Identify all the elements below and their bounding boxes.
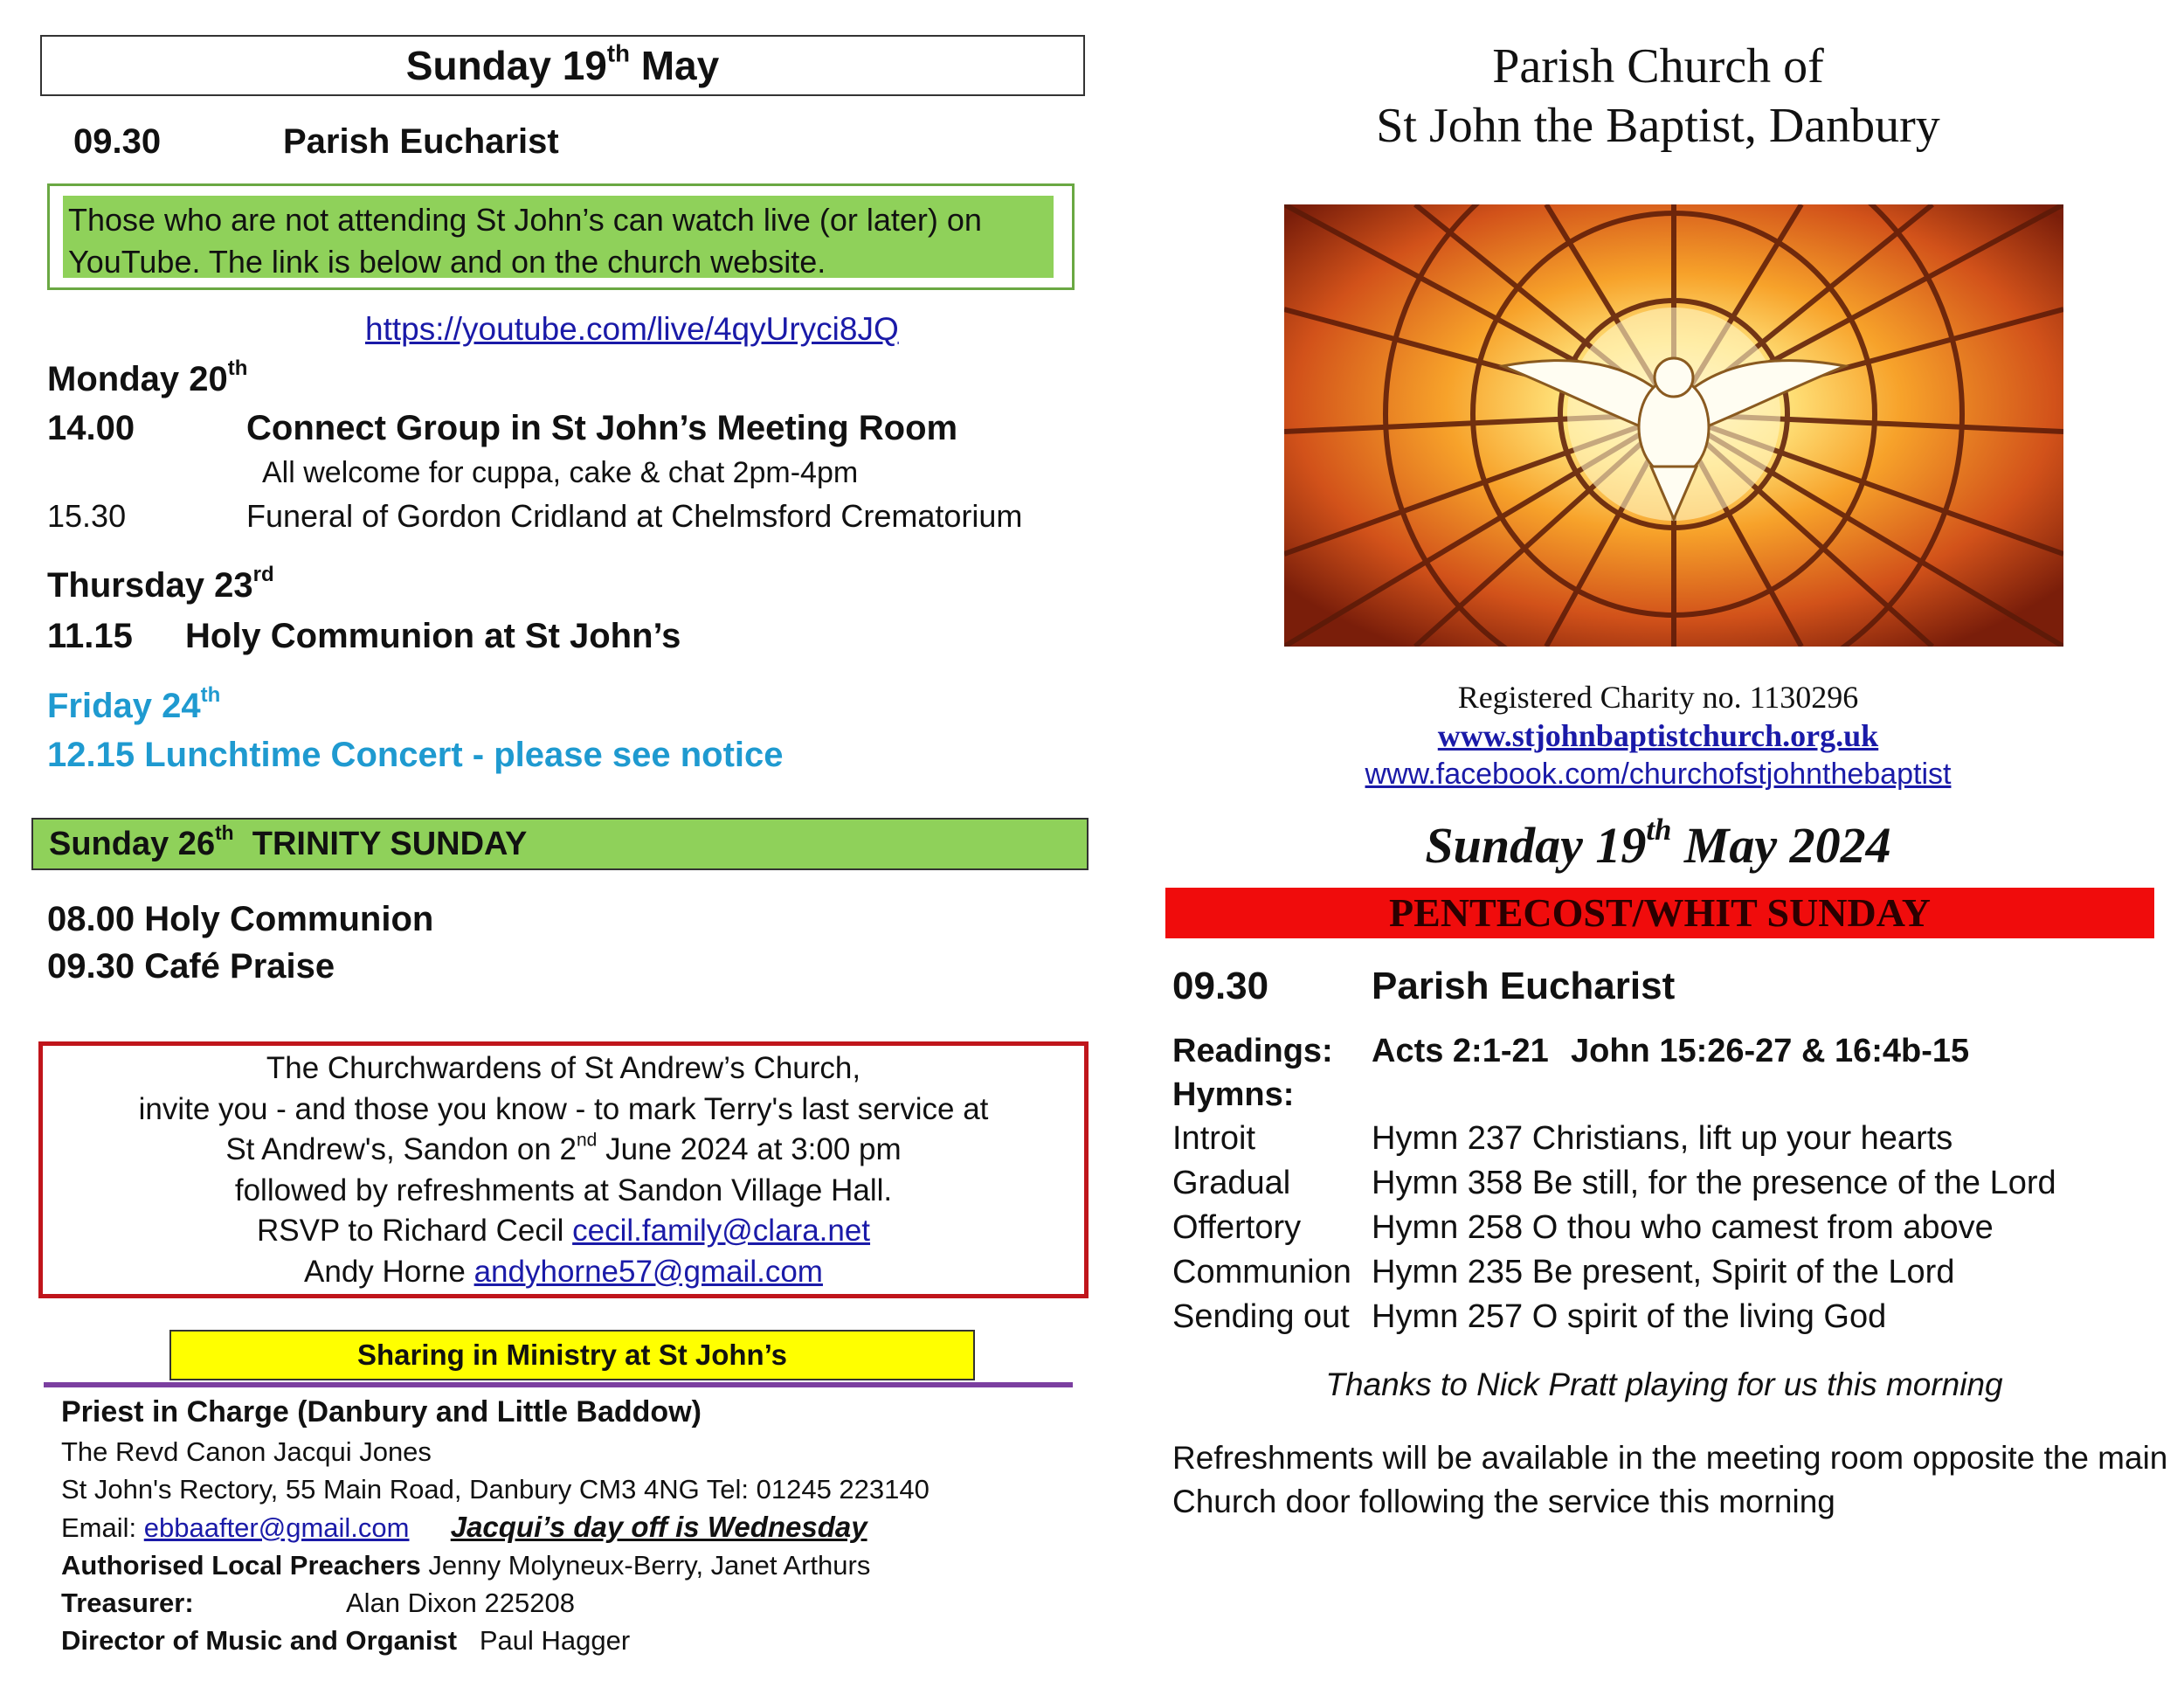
hymn-part: Introit — [1172, 1120, 1256, 1157]
dove-stained-glass-image — [1284, 204, 2063, 647]
friday-concert: 12.15 Lunchtime Concert - please see notice — [47, 736, 784, 774]
thanks-note: Thanks to Nick Pratt playing for us this morning — [1325, 1366, 2003, 1402]
service-time: 09.30 — [73, 122, 162, 161]
youtube-link[interactable]: https://youtube.com/live/4qyUryci8JQ — [365, 311, 899, 347]
website-link[interactable]: www.stjohnbaptistchurch.org.uk — [1437, 718, 1879, 753]
page-date-title: Sunday 19th May — [40, 35, 1085, 96]
trinity-sunday-banner: Sunday 26th TRINITY SUNDAY — [31, 818, 1089, 870]
trinity-service: 09.30 Café Praise — [47, 947, 335, 986]
event-time: 11.15 — [47, 617, 133, 655]
event-time: 15.30 — [47, 498, 127, 534]
event-title: Holy Communion at St John’s — [185, 617, 681, 655]
reading: John 15:26-27 & 16:4b-15 — [1571, 1033, 1970, 1069]
friday-heading: Friday 24th — [47, 683, 221, 725]
hymn-title: Hymn 358 Be still, for the presence of the Lord — [1372, 1165, 2056, 1201]
day-off-note: Jacqui’s day off is Wednesday — [450, 1511, 867, 1543]
readings-label: Readings: — [1172, 1033, 1333, 1069]
email-link[interactable]: andyhorne57@gmail.com — [473, 1254, 823, 1289]
rectory-address: St John's Rectory, 55 Main Road, Danbury CM3 4NG Tel: 01245 223140 — [61, 1474, 930, 1505]
hymn-part: Gradual — [1172, 1165, 1291, 1201]
priest-name: The Revd Canon Jacqui Jones — [61, 1436, 432, 1467]
email-row: Email: ebbaafter@gmail.com Jacqui’s day off is Wednesday — [61, 1511, 867, 1543]
hymn-title: Hymn 257 O spirit of the living God — [1372, 1298, 1887, 1335]
music-row: Director of Music and Organist Paul Hagger — [61, 1625, 631, 1656]
event-note: All welcome for cuppa, cake & chat 2pm-4pm — [262, 456, 859, 489]
charity-info — [1162, 678, 2154, 793]
service-time: 09.30 — [1172, 965, 1269, 1007]
monday-heading: Monday 20th — [47, 356, 248, 398]
event-time: 14.00 — [47, 409, 135, 447]
reading: Acts 2:1-21 — [1372, 1033, 1549, 1069]
service-date: Sunday 19th May 2024 — [1425, 812, 1891, 874]
youtube-notice: Those who are not attending St John’s can watch live (or later) on YouTube. The link is below and on the church website. — [63, 196, 1054, 278]
charity-number: Registered Charity no. 1130296 — [1457, 680, 1859, 715]
ministry-header: Sharing in Ministry at St John’s — [169, 1330, 975, 1380]
priest-label: Priest in Charge (Danbury and Little Baddow) — [61, 1395, 702, 1429]
hymns-label: Hymns: — [1172, 1076, 1295, 1113]
email-link[interactable]: cecil.family@clara.net — [572, 1214, 871, 1248]
service-name: Parish Eucharist — [283, 122, 559, 161]
occasion-banner: PENTECOST/WHIT SUNDAY — [1165, 888, 2154, 938]
hymn-part: Communion — [1172, 1254, 1351, 1290]
facebook-link[interactable]: www.facebook.com/churchofstjohnthebaptist — [1365, 758, 1952, 791]
service-name: Parish Eucharist — [1372, 965, 1676, 1007]
hymn-title: Hymn 237 Christians, lift up your hearts — [1372, 1120, 1953, 1157]
refreshments-note: Refreshments will be available in the meeting room opposite the main Church door following the service this morning — [1172, 1440, 2168, 1519]
event-title: Funeral of Gordon Cridland at Chelmsford Crematorium — [246, 498, 1023, 534]
thursday-heading: Thursday 23rd — [47, 563, 274, 605]
email-link[interactable]: ebbaafter@gmail.com — [143, 1512, 410, 1543]
hymn-title: Hymn 235 Be present, Spirit of the Lord — [1372, 1254, 1955, 1290]
hymn-part: Sending out — [1172, 1298, 1350, 1335]
church-name: Parish Church of St John the Baptist, Danbury — [1376, 39, 1940, 153]
hymn-part: Offertory — [1172, 1209, 1302, 1246]
treasurer-row: Treasurer: Alan Dixon 225208 — [61, 1588, 575, 1618]
trinity-service: 08.00 Holy Communion — [47, 900, 434, 938]
invitation-notice: The Churchwardens of St Andrew’s Church, invite you - and those you know - to mark Terry's last service at St Andrew's, Sandon on 2nd June 2024 at 3:00 pm followed by refreshments at Sandon Village Hall. RSVP to Richard Cecil cecil.family@clara.net Andy Horne andyhorne57@gmail.com — [138, 1051, 989, 1289]
event-title: Connect Group in St John’s Meeting Room — [246, 409, 958, 447]
divider — [44, 1382, 1073, 1387]
preachers-row: Authorised Local Preachers Jenny Molyneux-Berry, Janet Arthurs — [61, 1550, 871, 1581]
ministry-list — [61, 1391, 1075, 1659]
hymn-title: Hymn 258 O thou who camest from above — [1372, 1209, 1994, 1246]
